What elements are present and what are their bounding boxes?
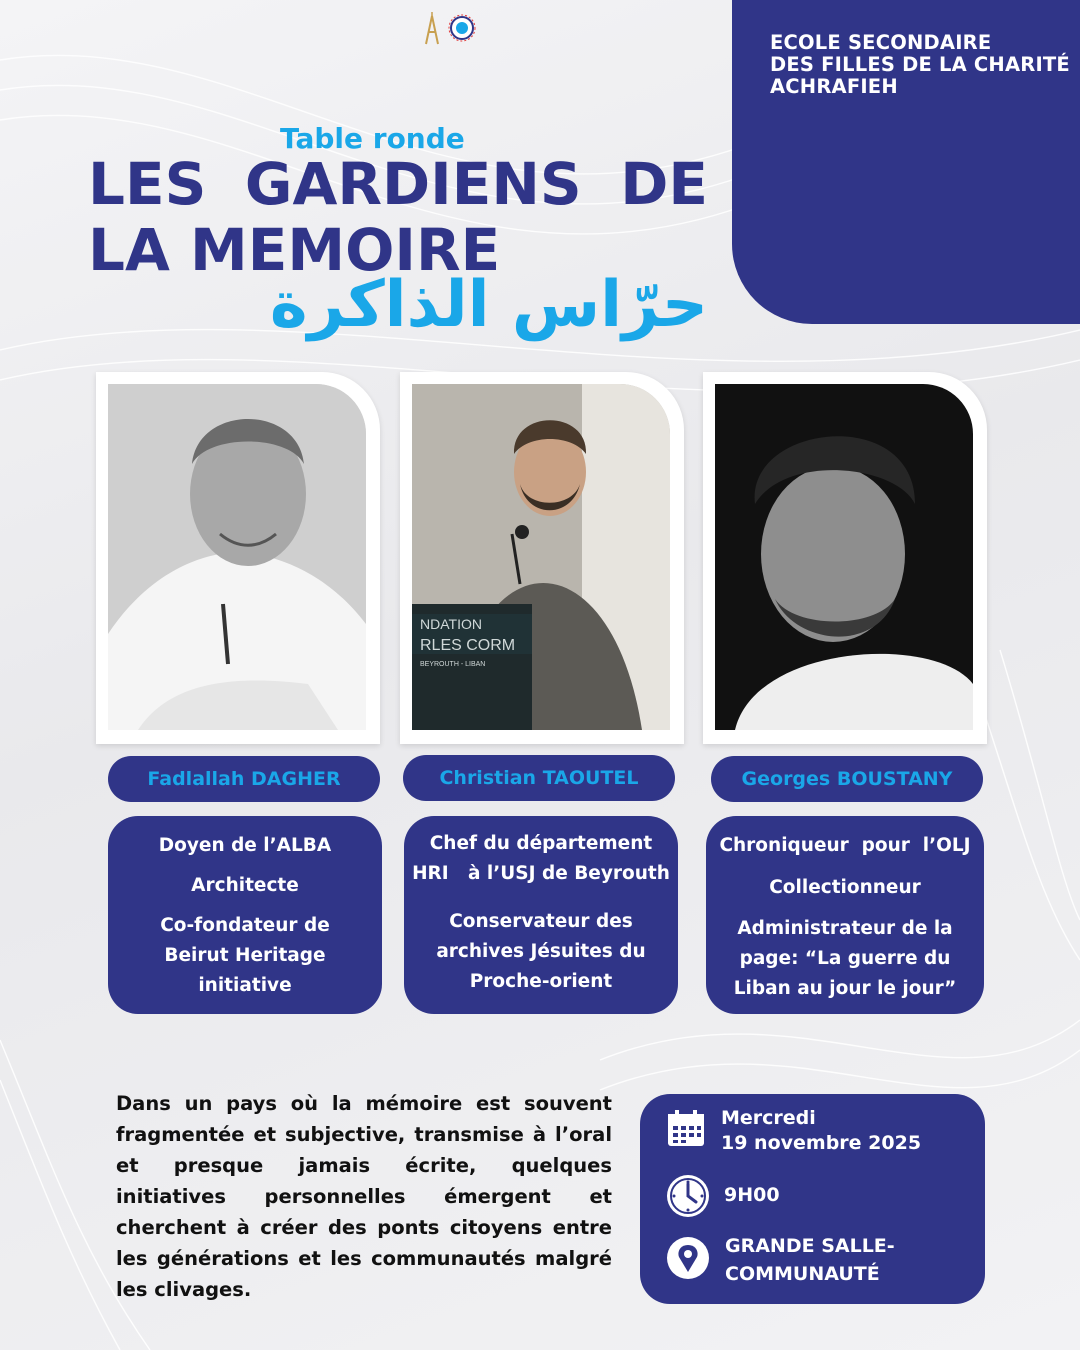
role-line: page: “La guerre du bbox=[739, 948, 951, 969]
event-time: 9H00 bbox=[724, 1184, 780, 1206]
event-info-box bbox=[640, 1094, 985, 1304]
role-line: Beirut Heritage bbox=[164, 945, 326, 966]
speaker-photo-taoutel bbox=[412, 384, 670, 730]
role-line: Proche-orient bbox=[469, 971, 613, 992]
event-title-line-1 bbox=[88, 150, 708, 218]
speaker-name-taoutel: Christian TAOUTEL bbox=[403, 755, 675, 801]
speaker-name-dagher: Fadlallah DAGHER bbox=[108, 756, 380, 802]
speaker-photo-card-1 bbox=[96, 372, 380, 744]
clock-icon bbox=[666, 1174, 710, 1218]
calendar-icon bbox=[666, 1108, 706, 1148]
speaker-roles-dagher bbox=[108, 816, 382, 1014]
podium-sign-line-3: BEYROUTH - LIBAN bbox=[420, 661, 486, 668]
event-description: Dans un pays où la mémoire est souvent fragmentée et subjective, transmise à l’oral et presque jamais écrite, quelques initiatives personnelles émergent et cherchent à créer des ponts citoyens entre les générations et les communautés malgré les clivages. bbox=[116, 1092, 612, 1301]
role-line: Administrateur de la bbox=[737, 918, 953, 939]
role-line: Architecte bbox=[191, 875, 299, 896]
speaker-name-boustany: Georges BOUSTANY bbox=[711, 756, 983, 802]
role-line: initiative bbox=[198, 975, 292, 996]
speaker-roles-boustany bbox=[706, 816, 984, 1014]
role-line: Conservateur des bbox=[449, 911, 633, 932]
role-line: archives Jésuites du bbox=[436, 941, 646, 962]
school-logo bbox=[420, 10, 490, 50]
title-word: LES bbox=[88, 150, 207, 218]
speaker-photo-boustany bbox=[715, 384, 973, 730]
role-line: Doyen de l’ALBA bbox=[158, 835, 332, 856]
title-word: GARDIENS bbox=[244, 150, 582, 218]
event-place-line-1: GRANDE SALLE- bbox=[725, 1235, 895, 1257]
school-name-panel bbox=[732, 0, 1080, 324]
school-name-line-2: DES FILLES DE LA CHARITÉ bbox=[770, 53, 1070, 76]
role-line: HRI à l’USJ de Beyrouth bbox=[412, 863, 670, 884]
speaker-roles-taoutel bbox=[404, 816, 678, 1014]
event-title-arabic: حرّاس الذاكرة bbox=[269, 268, 708, 342]
event-place-line-2: COMMUNAUTÉ bbox=[725, 1263, 880, 1285]
speaker-photo-card-3 bbox=[703, 372, 987, 744]
speaker-photo-card-2 bbox=[400, 372, 684, 744]
role-line: Chroniqueur pour l’OLJ bbox=[719, 835, 971, 856]
school-name-line-1: ECOLE SECONDAIRE bbox=[770, 31, 992, 54]
podium-sign-line-1: NDATION bbox=[420, 616, 482, 632]
event-subtitle: Table ronde bbox=[280, 122, 465, 155]
title-word: DE bbox=[620, 150, 708, 218]
location-pin-icon bbox=[666, 1236, 710, 1280]
role-line: Chef du département bbox=[429, 833, 653, 854]
role-line: Co-fondateur de bbox=[160, 915, 330, 936]
role-line: Collectionneur bbox=[769, 877, 921, 898]
event-day: Mercredi bbox=[721, 1107, 816, 1129]
event-title-line-2: LA MEMOIRE bbox=[88, 216, 501, 284]
role-line: Liban au jour le jour” bbox=[733, 978, 957, 999]
event-date: 19 novembre 2025 bbox=[721, 1132, 922, 1154]
speaker-photo-dagher bbox=[108, 384, 366, 730]
school-name-line-3: ACHRAFIEH bbox=[770, 75, 898, 98]
podium-sign-line-2: RLES CORM bbox=[420, 637, 516, 654]
